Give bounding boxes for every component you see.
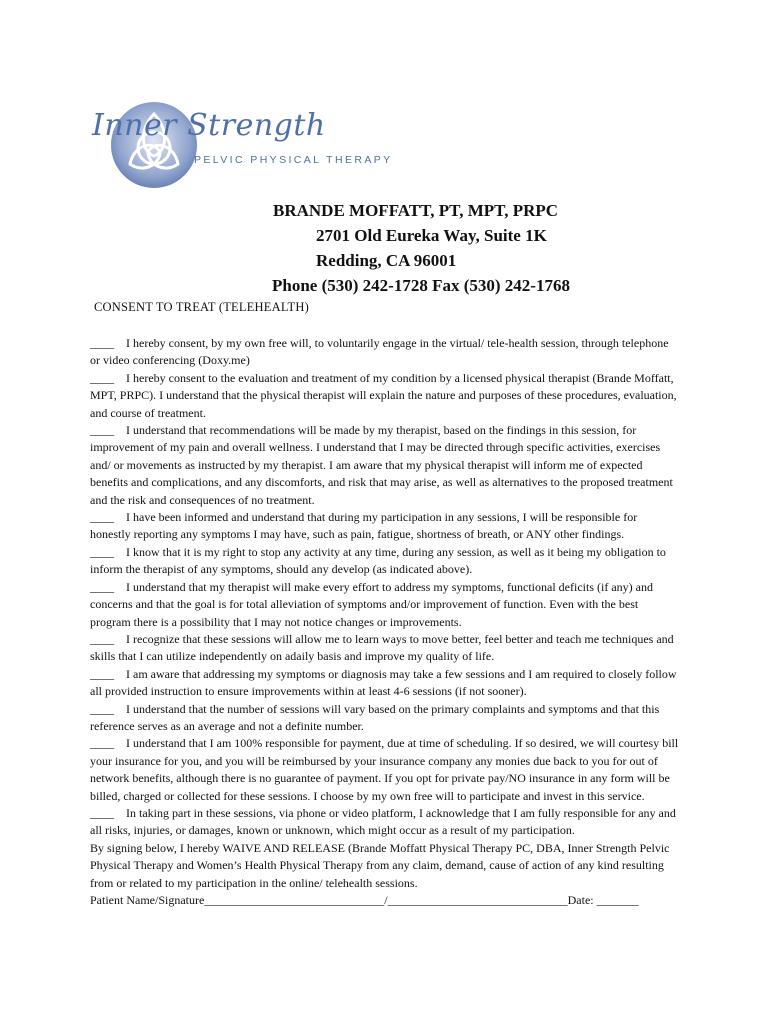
initial-blank[interactable]: ____ (90, 805, 114, 820)
logo-wordmark: Inner Strength (92, 108, 326, 143)
consent-item-text: I understand that the number of sessions will vary based on the primary complaints and symptoms and that this reference serves as an average and not a definite number. (90, 701, 660, 733)
address-city: Redding, CA 96001 (316, 251, 457, 270)
consent-item-text: I recognize that these sessions will allow me to learn ways to move better, feel better and teach me techniques and skills that I can utilize independently on adaily basis and improve my quality of life. (90, 631, 674, 664)
initial-blank[interactable]: ____ (90, 423, 114, 438)
address-street: 2701 Old Eureka Way, Suite 1K (316, 226, 547, 245)
consent-item (90, 370, 680, 422)
phone-fax: Phone (530) 242-1728 Fax (530) 242-1768 (272, 276, 570, 295)
initial-blank[interactable]: ____ (90, 579, 114, 594)
consent-item (90, 544, 680, 579)
initial-blank[interactable]: ____ (90, 736, 114, 751)
consent-item (90, 805, 680, 840)
waiver-text: By signing below, I hereby WAIVE AND RELEASE (Brande Moffatt Physical Therapy PC, DBA, Inner Strength Pelvic Physical Therapy and Women’s Health Physical Therapy from any claim, demand, cause of action of any kind resulting from or related to my participation in the online/ telehealth sessions. (90, 840, 670, 890)
initial-blank[interactable]: ____ (90, 370, 114, 385)
consent-item-text: I hereby consent to the evaluation and treatment of my condition by a licensed physical therapist (Brande Moffatt, MPT, PRPC). I understand that the physical therapist will explain the nature and purposes of these procedures, evaluation, and course of treatment. (90, 370, 677, 420)
consent-item (90, 666, 680, 701)
consent-item (90, 735, 680, 805)
consent-item (90, 631, 680, 666)
initial-blank[interactable]: ____ (90, 510, 114, 525)
signature-line[interactable]: Patient Name/Signature______________________________/______________________________Date: _______ (90, 893, 639, 907)
consent-item-text: I know that it is my right to stop any activity at any time, during any session, as well as it being my obligation to inform the therapist of any symptoms, should any develop (as indicated above). (90, 544, 666, 577)
initial-blank[interactable]: ____ (90, 666, 114, 681)
consent-body (90, 335, 680, 909)
logo-subtitle: PELVIC PHYSICAL THERAPY (194, 154, 393, 166)
consent-item (90, 509, 680, 544)
initial-blank[interactable]: ____ (90, 336, 114, 350)
practitioner-name: BRANDE MOFFATT, PT, MPT, PRPC (273, 201, 559, 220)
consent-item-text: I understand that my therapist will make every effort to address my symptoms, functional deficits (if any) and concerns and that the goal is for total alleviation of symptoms and/or improvement of function. Even with the best program there is a possibility that I may not notice changes or improvements. (90, 579, 653, 629)
initial-blank[interactable]: ____ (90, 631, 114, 646)
consent-item-text: I am aware that addressing my symptoms or diagnosis may take a few sessions and I am required to closely follow all provided instruction to ensure improvements within at least 4-6 sessions (if not sooner). (90, 666, 677, 699)
consent-item (90, 579, 680, 631)
consent-item-text: In taking part in these sessions, via phone or video platform, I acknowledge that I am fully responsible for any and all risks, injuries, or damages, known or unknown, which might occur as a result of my participation. (90, 805, 676, 838)
consent-item (90, 701, 680, 736)
consent-item (90, 335, 680, 370)
form-title: CONSENT TO TREAT (TELEHEALTH) (94, 300, 309, 314)
consent-item-text: I understand that I am 100% responsible for payment, due at time of scheduling. If so desired, we will courtesy bill your insurance for you, and you will be reimbursed by your insurance company any monies due back to you for out of network benefits, although there is no guarantee of payment. If you opt for private pay/NO insurance in any form will be billed, charged or collected for these sessions. I choose by my own free will to participate and invest in this service. (90, 736, 679, 803)
consent-item-text: I understand that recommendations will be made by my therapist, based on the findings in this session, for improvement of my pain and overall wellness. I understand that I may be directed through specific activities, exercises and/ or movements as instructed by my therapist. I am aware that my physical therapist will inform me of expected benefits and complications, and any discomforts, and risk that may arise, as well as alternatives to the proposed treatment and the risk and consequences of no treatment. (90, 423, 673, 507)
consent-item (90, 422, 680, 509)
initial-blank[interactable]: ____ (90, 544, 114, 559)
initial-blank[interactable]: ____ (90, 701, 114, 716)
consent-item-text: I hereby consent, by my own free will, to voluntarily engage in the virtual/ tele-health session, through telephone or video conferencing (Doxy.me) (90, 336, 669, 368)
consent-item-text: I have been informed and understand that during my participation in any sessions, I will be responsible for honestly reporting any symptoms I may have, such as pain, fatigue, shortness of breath, or ANY other findings. (90, 510, 638, 542)
